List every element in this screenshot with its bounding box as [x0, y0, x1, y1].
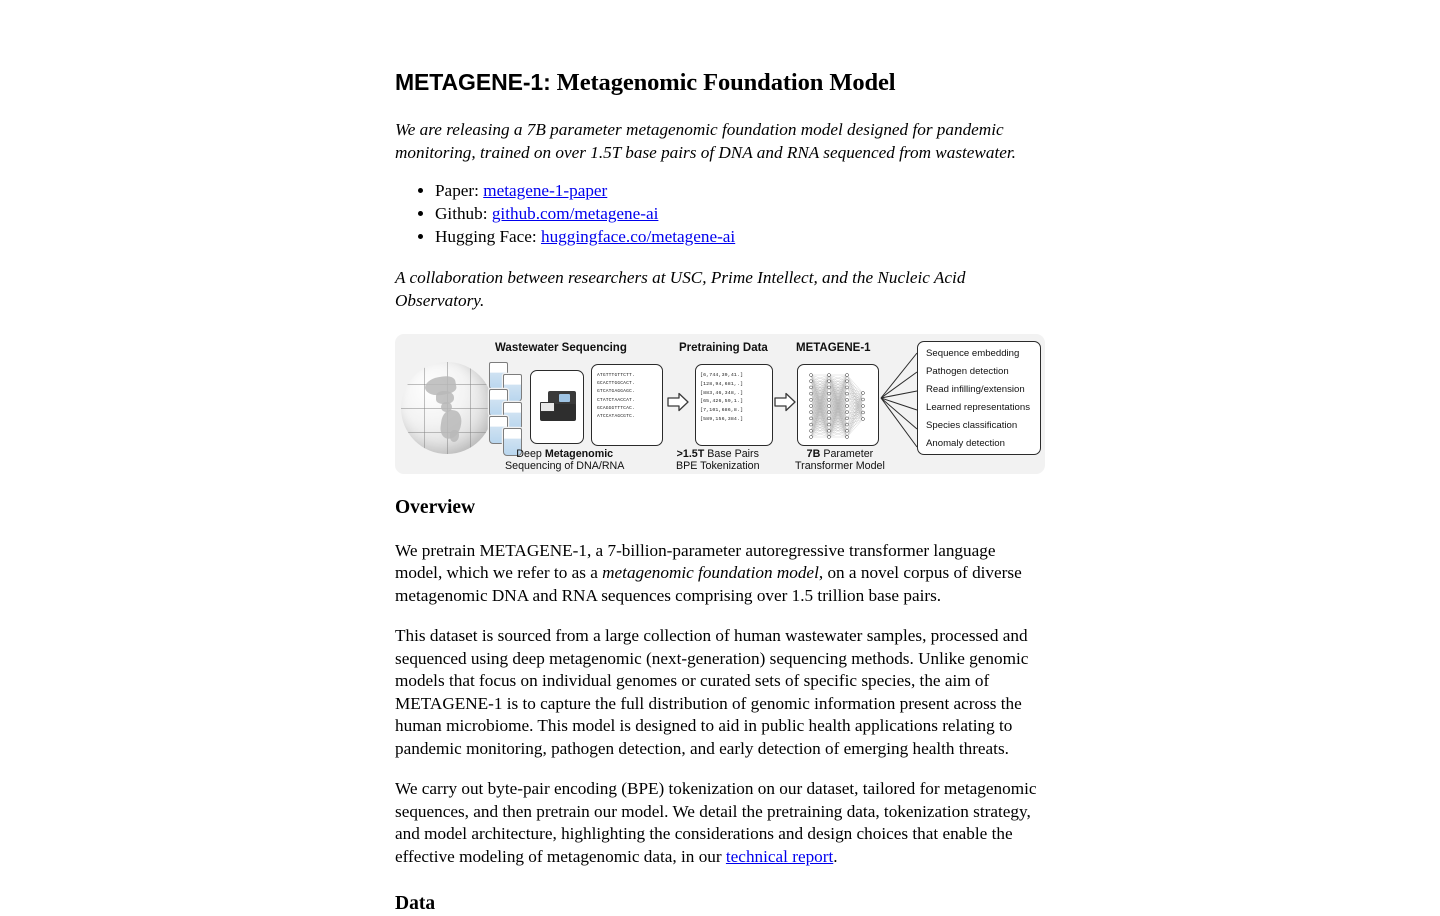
dna-line: GTCATGAGGAGC. — [597, 388, 658, 396]
token-line: [7,101,686,8.] — [700, 407, 768, 416]
dna-sequence-panel — [591, 364, 663, 446]
list-item — [435, 180, 1045, 203]
dna-line: GCAGGGTTTCAC. — [597, 405, 658, 413]
sequencing-machine-icon — [540, 391, 576, 421]
document-body — [395, 0, 1045, 916]
figure-caption-pretraining — [676, 448, 760, 473]
arrow-right-icon — [667, 392, 689, 412]
token-line: [128,94,681,.] — [700, 381, 768, 390]
list-item — [435, 203, 1045, 226]
huggingface-link[interactable]: huggingface.co/metagene-ai — [541, 227, 735, 246]
resource-link-list — [395, 180, 1045, 249]
list-item — [435, 226, 1045, 249]
output-item: Sequence embedding — [926, 348, 1019, 359]
sequencer-panel — [530, 370, 584, 444]
caption-text: Deep — [516, 448, 545, 460]
neural-network-panel — [797, 364, 879, 446]
overview-paragraph-2: This dataset is sourced from a large collection of human wastewater samples, processed and sequenced using deep metagenomic (next-generation) sequencing methods. Unlike genomic models that focus on individual genomes or curated sets of specific species, the aim of METAGENE-1 is to capture the full distribution of genomic information present across the human microbiome. This model is designed to aid in public health applications relating to pandemic monitoring, pathogen detection, and early detection of emerging health threats. — [395, 625, 1045, 760]
link-label-huggingface: Hugging Face: — [435, 227, 537, 246]
dna-line: GCACTTGGCACT. — [597, 380, 658, 388]
paragraph-text-italic: metagenomic foundation model — [602, 563, 819, 582]
paragraph-text: We carry out byte-pair encoding (BPE) tokenization on our dataset, tailored for metagenomic sequences, and then pretrain our model. We detail the pretraining data, tokenization strategy, and model architecture, highlighting the considerations and design choices that enable the effective modeling of metagenomic data, in our — [395, 779, 1037, 866]
caption-text: BPE Tokenization — [676, 460, 760, 472]
caption-text-bold: >1.5T — [677, 448, 705, 460]
caption-text: Sequencing of DNA/RNA — [505, 460, 624, 472]
output-item: Anomaly detection — [926, 438, 1005, 449]
token-array-panel — [695, 364, 773, 446]
technical-report-link[interactable]: technical report — [726, 847, 833, 866]
figure-column-title-wastewater: Wastewater Sequencing — [495, 342, 627, 354]
paragraph-text: . — [833, 847, 837, 866]
overview-paragraph-3 — [395, 778, 1045, 868]
output-item: Read infilling/extension — [926, 384, 1025, 395]
caption-text: Transformer Model — [795, 460, 885, 472]
token-array-lines — [700, 372, 768, 424]
architecture-figure — [395, 334, 1045, 474]
token-line: [589,156,384.] — [700, 416, 768, 425]
link-label-github: Github: — [435, 204, 488, 223]
figure-column-title-pretraining: Pretraining Data — [679, 342, 768, 354]
output-item: Learned representations — [926, 402, 1030, 413]
lede-paragraph: We are releasing a 7B parameter metagenomic foundation model designed for pandemic monitoring, trained on over 1.5T base pairs of DNA and RNA sequenced from wastewater. — [395, 119, 1045, 164]
paragraph-text: , on a novel corpus of diverse metagenomic DNA and RNA sequences comprising over 1.5 trillion base pairs. — [395, 563, 1022, 605]
figure-column-title-model: METAGENE-1 — [796, 342, 871, 354]
output-item: Pathogen detection — [926, 366, 1009, 377]
model-outputs-panel — [917, 341, 1041, 455]
sample-vials-icon — [489, 362, 527, 454]
figure-caption-model — [795, 448, 885, 473]
section-heading-data: Data — [395, 892, 1045, 915]
dna-line: ATCCATAGCGTC. — [597, 413, 658, 421]
collaboration-note: A collaboration between researchers at USC, Prime Intellect, and the Nucleic Acid Observatory. — [395, 267, 1045, 312]
output-connector-lines — [879, 341, 919, 455]
token-line: [65,426,59,1.] — [700, 398, 768, 407]
paper-link[interactable]: metagene-1-paper — [483, 181, 607, 200]
caption-text: Base Pairs — [704, 448, 759, 460]
page-title — [395, 68, 1045, 97]
dna-sequence-lines — [597, 372, 658, 421]
paragraph-text: We pretrain METAGENE-1, a 7-billion-parameter autoregressive transformer language model, which we refer to as a — [395, 541, 995, 583]
caption-text: Parameter — [820, 448, 873, 460]
caption-text-bold: Metagenomic — [545, 448, 613, 460]
page-title-model-name: METAGENE-1: — [395, 69, 551, 95]
caption-text-bold: 7B — [807, 448, 821, 460]
overview-paragraph-1 — [395, 540, 1045, 608]
github-link[interactable]: github.com/metagene-ai — [492, 204, 659, 223]
dna-line: CTATCTAACCAT. — [597, 397, 658, 405]
token-line: [6,744,39,41.] — [700, 372, 768, 381]
page-title-rest: Metagenomic Foundation Model — [551, 69, 896, 96]
arrow-right-icon — [774, 392, 796, 412]
dna-line: ATGTTTGTTCTT. — [597, 372, 658, 380]
section-heading-overview: Overview — [395, 496, 1045, 519]
neural-network-icon — [803, 370, 875, 442]
globe-icon — [401, 362, 493, 454]
token-line: [883,46,348,.] — [700, 390, 768, 399]
output-item: Species classification — [926, 420, 1017, 431]
figure-caption-wastewater — [505, 448, 624, 473]
link-label-paper: Paper: — [435, 181, 479, 200]
